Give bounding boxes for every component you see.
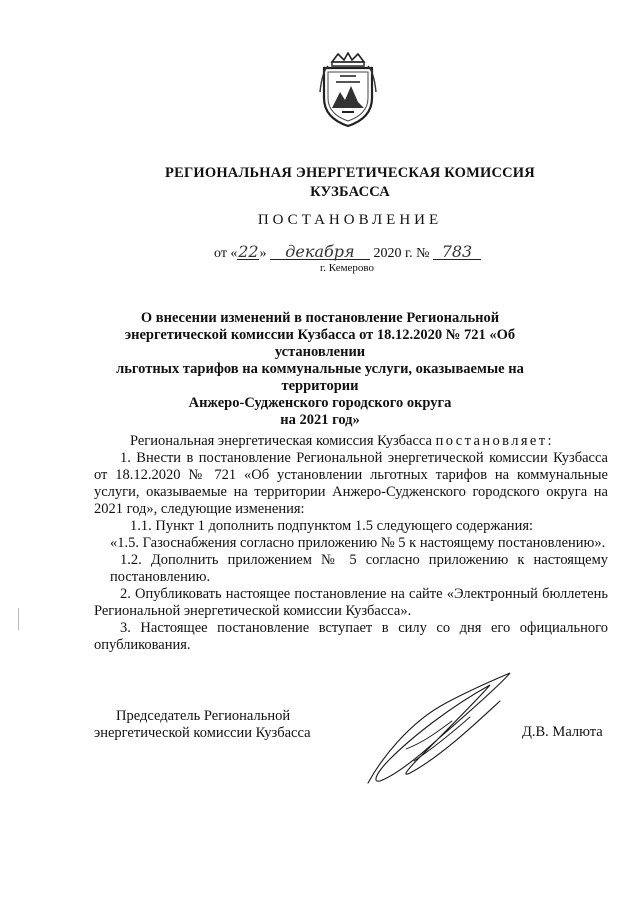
date-prefix: от « (214, 246, 238, 261)
signatory-name: Д.В. Малюта (522, 724, 603, 740)
city-label: г. Кемерово (320, 262, 375, 274)
org-name-line1: РЕГИОНАЛЬНАЯ ЭНЕРГЕТИЧЕСКАЯ КОМИССИЯ (165, 165, 535, 181)
date-month: декабря (270, 244, 370, 260)
paragraph-1-5: «1.5. Газоснабжения согласно приложению № 5 к настоящему постановлению». (110, 535, 606, 551)
date-mid: » (259, 246, 267, 261)
paragraph-1-2: 1.2. Дополнить приложением № 5 согласно приложению к настоящему постановлению. (110, 552, 608, 585)
date-day: 22 (238, 242, 259, 261)
paragraph-3: 3. Настоящее постановление вступает в силу со дня его официального опубликования. (94, 620, 608, 653)
paragraph-1: 1. Внести в постановление Региональной энергетической комиссии Кузбасса от 18.12.2020 № 721 «Об установлении льготных тарифов на коммунальные услуги, оказываемые на территории Анжеро-Судженского городского округа на 2021 год», следующие изменения: (94, 450, 608, 517)
title-line: О внесении изменений в постановление Региональной (140, 310, 500, 326)
position-line1: Председатель Региональной (116, 708, 291, 724)
title-line: Анжеро-Судженского городского округа (188, 395, 452, 411)
position-line2: энергетической комиссии Кузбасса (94, 725, 311, 741)
paragraph-2: 2. Опубликовать настоящее постановление на сайте «Электронный бюллетень Региональной энергетической комиссии Кузбасса». (94, 586, 608, 619)
document-type: ПОСТАНОВЛЕНИЕ (257, 212, 443, 228)
title-line: на 2021 год» (280, 412, 360, 428)
handwritten-signature-icon (350, 665, 525, 795)
scan-margin-mark (18, 608, 19, 630)
preamble (94, 433, 608, 450)
org-name-line2: КУЗБАССА (310, 184, 390, 200)
organization-name (150, 164, 550, 202)
date-line (214, 244, 481, 262)
document-body (94, 433, 608, 654)
signatory-position (94, 708, 311, 742)
title-line: энергетической комиссии Кузбасса от 18.12.2020 № 721 «Об установлении (124, 327, 516, 360)
document-title (110, 310, 530, 429)
preamble-keyword: постановляет: (435, 433, 554, 449)
preamble-text: Региональная энергетическая комиссия Кузбасса (130, 433, 432, 449)
date-year: 2020 г. № (373, 246, 430, 261)
document-number: 783 (433, 244, 481, 260)
paragraph-1-1: 1.1. Пункт 1 дополнить подпунктом 1.5 следующего содержания: (130, 518, 534, 534)
title-line: льготных тарифов на коммунальные услуги, оказываемые на территории (116, 361, 524, 394)
kuzbass-coat-of-arms-icon (318, 52, 378, 128)
